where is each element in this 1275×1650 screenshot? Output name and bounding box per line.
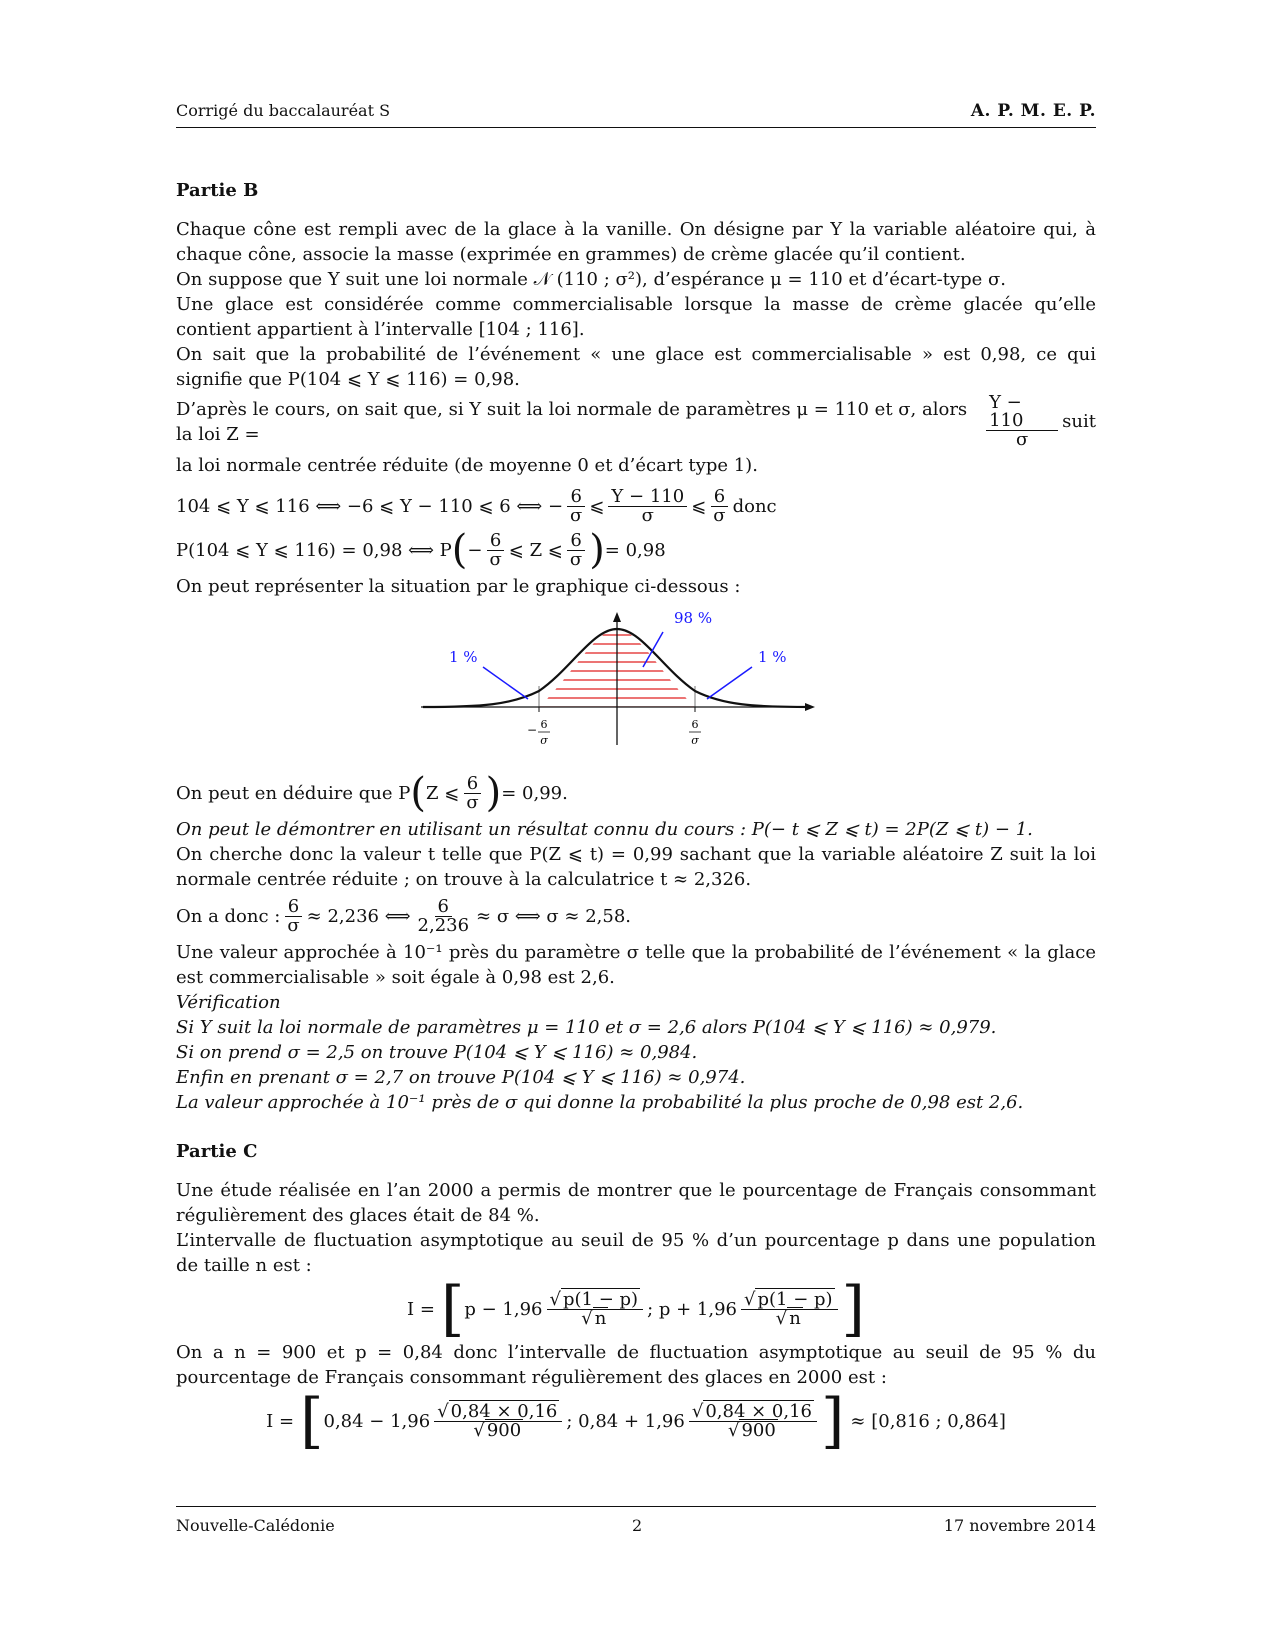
eq-c1-frac-1: $\frac{√ p(1 - p)}{√ n}$ xyxy=(547,1291,644,1328)
verif-1: Si Y suit la loi normale de paramètres μ = 110 et σ = 2,6 alors P(104 ⩽ Y ⩽ 116) ≈ 0,979. xyxy=(176,1017,997,1038)
p10-frac-1 xyxy=(284,895,302,936)
tick-right-den: σ xyxy=(691,734,699,747)
verif-3: Enfin en prenant σ = 2,7 on trouve P(104 ⩽ Y ⩽ 116) ≈ 0,974. xyxy=(176,1067,746,1088)
partC-p2: L’intervalle de fluctuation asymptotique au seuil de 95 % d’un pourcentage p dans une population de taille n est : xyxy=(176,1230,1096,1276)
header-right: A. P. M. E. P. xyxy=(970,101,1096,121)
partC-p1: Une étude réalisée en l’an 2000 a permis de montrer que le pourcentage de Français consommant régulièrement des glaces était de 84 %. xyxy=(176,1180,1096,1226)
eq2-left-num: 6 xyxy=(487,532,504,551)
eq2-paren-close: ) xyxy=(589,527,605,573)
p7-frac-num: 6 xyxy=(464,775,481,794)
eq-c2-sqrt-2: 0,84 × 0,16 xyxy=(705,1400,812,1422)
partB-p3: Une glace est considérée comme commercialisable lorsque la masse de crème glacée qu’elle contient appartient à l’intervalle [104 ; 116]. xyxy=(176,294,1096,340)
eq2-frac-left xyxy=(486,529,504,570)
partB-p1: Chaque cône est rempli avec de la glace à la vanille. On désigne par Y la variable aléatoire qui, à chaque cône, associe la masse (exprimée en grammes) de crème glacée qu’il contient. xyxy=(176,219,1096,265)
p7-end: = 0,99. xyxy=(501,782,568,804)
verif-2: Si on prend σ = 2,5 on trouve P(104 ⩽ Y ⩽ 116) ≈ 0,984. xyxy=(176,1042,698,1063)
partB-p10-line xyxy=(176,896,1096,936)
partC-title: Partie C xyxy=(176,1141,258,1162)
partB-p5a: D’après le cours, on sait que, si Y suit la loi normale de paramètres μ = 110 et σ, alors la loi Z = xyxy=(176,398,968,445)
eq-c1-bracket-open: [ xyxy=(440,1274,465,1344)
eq2-a: P(104 ⩽ Y ⩽ 116) = 0,98 ⟺ P xyxy=(176,539,452,561)
partB-p5b: suit xyxy=(1062,411,1096,432)
eq-c2-sqrt-1: 0,84 × 0,16 xyxy=(450,1400,558,1422)
footer-left: Nouvelle-Calédonie xyxy=(176,1516,335,1535)
eq-c1-a: p − 1,96 xyxy=(464,1298,543,1320)
eq2-right-den: σ xyxy=(569,548,583,570)
partB-p5c: la loi normale centrée réduite (de moyenne 0 et d’écart type 1). xyxy=(176,455,758,476)
equation-2 xyxy=(176,527,1096,573)
eq2-minus: − xyxy=(467,539,483,561)
partB-p7a: On peut en déduire que P xyxy=(176,782,411,804)
label-1-right: 1 % xyxy=(758,648,787,666)
footer-page-number: 2 xyxy=(632,1516,643,1535)
p7-z: Z ⩽ xyxy=(426,782,460,804)
page-content xyxy=(176,178,1096,1456)
eq1-frac-mid xyxy=(608,485,687,526)
header-left: Corrigé du baccalauréat S xyxy=(176,101,391,120)
eq-c1-sqrt-2: p(1 − p) xyxy=(757,1288,833,1310)
eq-c2-a: 0,84 − 1,96 xyxy=(323,1410,431,1432)
pointer-left xyxy=(483,667,528,699)
p7-frac-den: σ xyxy=(466,791,479,813)
eq-c2-den-1: 900 xyxy=(486,1419,522,1441)
p10-b: ≈ 2,236 ⟺ xyxy=(306,905,411,927)
p7-paren-open: ( xyxy=(410,770,426,816)
tick-left-den: σ xyxy=(540,734,548,747)
y-axis-arrow xyxy=(613,612,621,622)
eq2-frac-right xyxy=(567,529,585,570)
eq-c1-sqrt-1: p(1 − p) xyxy=(562,1288,639,1310)
eq1-le-1: ⩽ xyxy=(589,495,605,517)
p10-frac1-den: σ xyxy=(287,914,300,936)
eq-c2-bracket-close: ] xyxy=(821,1386,845,1456)
eq-c2-b: ; 0,84 + 1,96 xyxy=(566,1410,685,1432)
eq-c2-frac-1: $\frac{√ 0,84 \times 0,16}{√ 900}$ xyxy=(434,1403,562,1440)
x-axis-arrow xyxy=(805,703,815,711)
partB-p10a: On a donc : xyxy=(176,905,281,927)
normal-curve-figure xyxy=(421,607,821,767)
p10-frac2-den: 2,236 xyxy=(417,914,470,936)
p10-c: ≈ σ ⟺ σ ≈ 2,58. xyxy=(476,905,631,927)
partB-p9: On cherche donc la valeur t telle que P(Z ⩽ t) = 0,99 sachant que la variable aléatoire Z suit la loi normale centrée réduite ; on trouve à la calculatrice t ≈ 2,326. xyxy=(176,844,1096,890)
partB-p8: On peut le démontrer en utilisant un résultat connu du cours : P(− t ⩽ Z ⩽ t) = 2P(Z ⩽ t) − 1. xyxy=(176,819,1033,840)
footer-right: 17 novembre 2014 xyxy=(943,1516,1096,1535)
eq-c1-den-2: n xyxy=(789,1307,801,1329)
z-fraction xyxy=(986,394,1058,449)
eq1-right-den: σ xyxy=(713,504,726,526)
page-header xyxy=(176,101,1096,128)
eq1-left-num: 6 xyxy=(567,488,584,507)
eq-c1-b: ; p + 1,96 xyxy=(647,1298,737,1320)
partC-eq1 xyxy=(176,1274,1096,1344)
page-footer xyxy=(176,1506,1096,1537)
eq-c1-frac-2: $\frac{√ p(1 - p)}{√ n}$ xyxy=(741,1291,838,1328)
eq-c1-I: I = xyxy=(407,1298,435,1320)
z-frac-num: Y − 110 xyxy=(986,394,1058,431)
partB-p6: On peut représenter la situation par le graphique ci-dessous : xyxy=(176,576,741,597)
partB-p5-line xyxy=(176,394,1096,449)
z-frac-den: σ xyxy=(1015,429,1029,450)
eq2-left-den: σ xyxy=(489,548,502,570)
p7-frac xyxy=(463,772,481,813)
eq2-end: = 0,98 xyxy=(604,539,666,561)
label-1-left: 1 % xyxy=(449,648,478,666)
eq-c1-den-1: n xyxy=(594,1307,607,1329)
p10-frac1-num: 6 xyxy=(285,898,302,917)
eq1-frac-left xyxy=(567,485,585,526)
p10-frac-2 xyxy=(415,895,473,936)
partC-eq2 xyxy=(176,1386,1096,1456)
partB-title: Partie B xyxy=(176,180,259,201)
eq1-mid-num: Y − 110 xyxy=(608,488,687,507)
verif-4: La valeur approchée à 10⁻¹ près de σ qui donne la probabilité la plus proche de 0,98 est 2,6. xyxy=(176,1092,1024,1113)
eq1-right-num: 6 xyxy=(711,488,728,507)
partB-p4: On sait que la probabilité de l’événement « une glace est commercialisable » est 0,98, ce qui signifie que P(104 ⩽ Y ⩽ 116) = 0,98. xyxy=(176,344,1096,390)
partB-p7-line xyxy=(176,770,1096,816)
eq2-paren-open: ( xyxy=(451,527,468,573)
tick-left-sign: − xyxy=(527,723,538,737)
eq-c2-result: ≈ [0,816 ; 0,864] xyxy=(850,1410,1006,1432)
eq1-left-den: σ xyxy=(570,504,583,526)
tick-left-num: 6 xyxy=(540,718,548,731)
label-98: 98 % xyxy=(674,609,713,627)
eq1-frac-right xyxy=(710,485,728,526)
partC-p3: On a n = 900 et p = 0,84 donc l’intervalle de fluctuation asymptotique au seuil de 95 % du pourcentage de Français consommant régulièrement des glaces en 2000 est : xyxy=(176,1342,1096,1388)
p7-paren-close: ) xyxy=(485,770,502,816)
eq-c2-den-2: 900 xyxy=(741,1419,776,1441)
pointer-right xyxy=(707,667,752,699)
partB-p2: On suppose que Y suit une loi normale 𝒩 (110 ; σ²), d’espérance μ = 110 et d’écart-type σ. xyxy=(176,269,1006,290)
tick-right-num: 6 xyxy=(691,718,699,731)
equation-1 xyxy=(176,486,1096,526)
partB-p11: Une valeur approchée à 10⁻¹ près du paramètre σ telle que la probabilité de l’événement « la glace est commercialisable » soit égale à 0,98 est 2,6. xyxy=(176,942,1096,988)
eq1-le-2: ⩽ xyxy=(691,495,707,517)
eq2-right-num: 6 xyxy=(567,532,584,551)
eq1-a: 104 ⩽ Y ⩽ 116 ⟺ −6 ⩽ Y − 110 ⩽ 6 ⟺ − xyxy=(176,495,564,517)
eq2-z: ⩽ Z ⩽ xyxy=(508,539,563,561)
eq-c2-bracket-open: [ xyxy=(300,1386,324,1456)
eq-c2-frac-2: $\frac{√ 0,84 \times 0,16}{√ 900}$ xyxy=(689,1403,817,1440)
eq-c2-I: I = xyxy=(266,1410,295,1432)
eq1-mid-den: σ xyxy=(641,504,654,526)
eq-c1-bracket-close: ] xyxy=(841,1274,865,1344)
verif-title: Vérification xyxy=(176,992,281,1013)
p10-frac2-num: 6 xyxy=(435,898,452,917)
eq1-donc: donc xyxy=(732,495,777,517)
